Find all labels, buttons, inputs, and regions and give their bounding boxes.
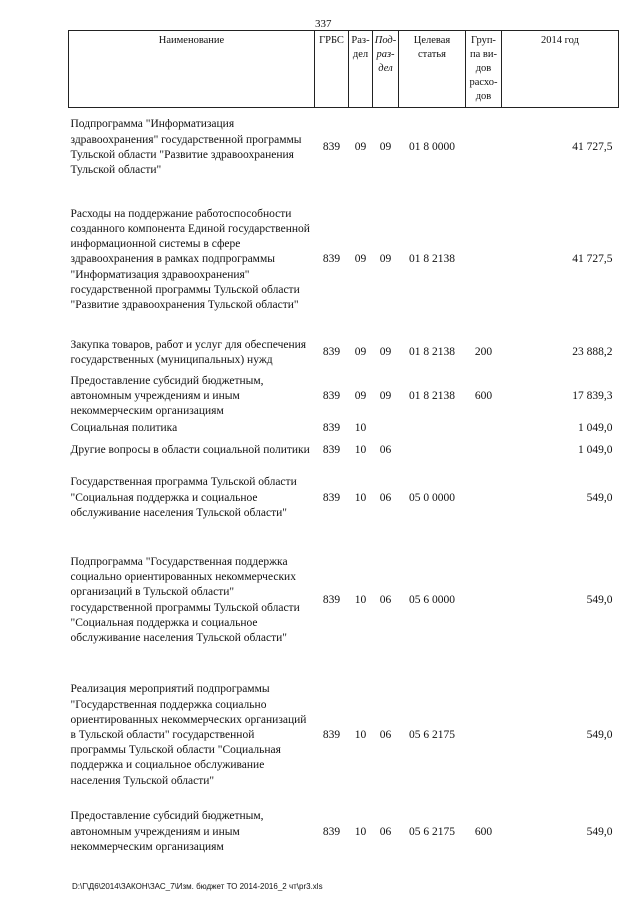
cell-gruppa bbox=[466, 188, 502, 333]
header-celevaya: Целевая статья bbox=[399, 31, 466, 108]
table-row bbox=[69, 438, 619, 463]
table-row bbox=[69, 108, 619, 188]
cell-name: Социальная политика bbox=[70, 422, 178, 434]
header-grbs: ГРБС bbox=[315, 31, 349, 108]
cell-sum: 1 049,0 bbox=[578, 444, 613, 456]
cell-celevaya bbox=[399, 438, 466, 463]
cell-grbs: 839 bbox=[322, 729, 341, 741]
cell-gruppa bbox=[466, 438, 502, 463]
table-row bbox=[69, 374, 619, 420]
cell-name: Подпрограмма "Информатизация здравоохранения" государственной программы Тульской области "Развитие здравоохранения Тульской области" bbox=[70, 118, 302, 176]
cell-celevaya: 01 8 2138 bbox=[409, 253, 455, 266]
cell-sum: 23 888,2 bbox=[572, 346, 613, 359]
cell-celevaya: 05 6 2175 bbox=[409, 729, 455, 741]
cell-gruppa: 200 bbox=[474, 346, 493, 359]
cell-celevaya: 01 8 2138 bbox=[409, 389, 455, 402]
cell-grbs: 839 bbox=[322, 825, 341, 838]
cell-sum: 549,0 bbox=[586, 729, 613, 741]
cell-name: Другие вопросы в области социальной политики bbox=[70, 444, 310, 456]
cell-podrazdel: 06 bbox=[379, 491, 392, 504]
cell-gruppa bbox=[466, 533, 502, 668]
cell-gruppa bbox=[466, 668, 502, 803]
table-row bbox=[69, 803, 619, 861]
cell-grbs: 839 bbox=[322, 253, 341, 266]
cell-grbs: 839 bbox=[322, 594, 341, 606]
cell-podrazdel: 06 bbox=[379, 444, 392, 456]
cell-name: Закупка товаров, работ и услуг для обеспечения государственных (муниципальных) нужд bbox=[70, 338, 307, 366]
cell-razdel: 09 bbox=[354, 253, 367, 266]
table-row bbox=[69, 188, 619, 333]
cell-grbs: 839 bbox=[322, 444, 341, 456]
table-row bbox=[69, 419, 619, 438]
header-razdel: Раз- дел bbox=[349, 31, 373, 108]
table-row bbox=[69, 668, 619, 803]
cell-name: Предоставление субсидий бюджетным, автономным учреждениям и иным некоммерческим организациям bbox=[70, 810, 264, 853]
cell-name: Подпрограмма "Государственная поддержка социально ориентированных некоммерческих организаций в Тульской области" государственной программы Тульской области "Социальная поддержка и социальное обслуживание населения Тульской области" bbox=[70, 556, 300, 645]
cell-name: Реализация мероприятий подпрограммы "Государственная поддержка социально ориентированных некоммерческих организаций в Тульской области" государственной программы Тульской области "Социальная поддержка и социальное обслуживание населения Тульской области" bbox=[70, 683, 307, 787]
cell-gruppa bbox=[466, 108, 502, 188]
page-number: 337 bbox=[315, 18, 332, 30]
cell-razdel: 10 bbox=[354, 825, 367, 838]
cell-sum: 41 727,5 bbox=[572, 253, 613, 266]
header-podrazdel: Под- раз- дел bbox=[373, 31, 399, 108]
cell-sum: 549,0 bbox=[586, 594, 613, 606]
cell-podrazdel: 06 bbox=[379, 825, 392, 838]
cell-podrazdel: 09 bbox=[379, 141, 392, 154]
table-body bbox=[69, 108, 619, 862]
cell-sum: 549,0 bbox=[586, 825, 613, 838]
header-year: 2014 год bbox=[502, 31, 619, 108]
header-name: Наименование bbox=[69, 31, 315, 108]
cell-podrazdel: 06 bbox=[379, 729, 392, 741]
cell-gruppa: 600 bbox=[474, 389, 493, 402]
cell-gruppa: 600 bbox=[474, 825, 493, 838]
cell-celevaya: 01 8 0000 bbox=[409, 141, 455, 154]
cell-sum: 549,0 bbox=[586, 491, 613, 504]
cell-razdel: 10 bbox=[354, 422, 367, 434]
cell-podrazdel bbox=[373, 419, 399, 438]
cell-celevaya: 01 8 2138 bbox=[409, 346, 455, 359]
cell-podrazdel: 09 bbox=[379, 346, 392, 359]
cell-sum: 17 839,3 bbox=[572, 389, 613, 402]
table-header bbox=[69, 31, 619, 108]
cell-razdel: 10 bbox=[354, 491, 367, 504]
cell-name: Государственная программа Тульской области "Социальная поддержка и социальное обслуживание населения Тульской области" bbox=[70, 476, 297, 519]
cell-name: Расходы на поддержание работоспособности созданного компонента Единой государственной информационной системы в сфере здравоохранения в рамках подпрограммы "Информатизация здравоохранения" государственной программы Тульской области "Развитие здравоохранения Тульской области" bbox=[70, 207, 310, 311]
cell-razdel: 09 bbox=[354, 346, 367, 359]
cell-celevaya: 05 0 0000 bbox=[409, 491, 455, 504]
cell-celevaya: 05 6 0000 bbox=[409, 594, 455, 606]
table-row bbox=[69, 333, 619, 374]
cell-gruppa bbox=[466, 463, 502, 533]
cell-razdel: 10 bbox=[354, 444, 367, 456]
cell-celevaya bbox=[399, 419, 466, 438]
cell-podrazdel: 09 bbox=[379, 253, 392, 266]
cell-gruppa bbox=[466, 419, 502, 438]
cell-grbs: 839 bbox=[322, 141, 341, 154]
header-gruppa: Груп- па ви- дов расхо- дов bbox=[466, 31, 502, 108]
cell-sum: 41 727,5 bbox=[572, 141, 613, 154]
budget-table bbox=[68, 30, 619, 861]
cell-name: Предоставление субсидий бюджетным, автономным учреждениям и иным некоммерческим организациям bbox=[70, 374, 264, 417]
table-row bbox=[69, 533, 619, 668]
cell-podrazdel: 06 bbox=[379, 594, 392, 606]
cell-grbs: 839 bbox=[322, 422, 341, 434]
cell-razdel: 10 bbox=[354, 729, 367, 741]
file-path-footer: D:\Г\Д6\2014\ЗАКОН\ЗАС_7\Изм. бюджет ТО 2014-2016_2 чт\pr3.xls bbox=[72, 882, 323, 891]
cell-podrazdel: 09 bbox=[379, 389, 392, 402]
cell-celevaya: 05 6 2175 bbox=[409, 825, 455, 838]
table-row bbox=[69, 463, 619, 533]
cell-razdel: 09 bbox=[354, 141, 367, 154]
cell-grbs: 839 bbox=[322, 491, 341, 504]
cell-razdel: 09 bbox=[354, 389, 367, 402]
cell-grbs: 839 bbox=[322, 389, 341, 402]
cell-razdel: 10 bbox=[354, 594, 367, 606]
cell-grbs: 839 bbox=[322, 346, 341, 359]
cell-sum: 1 049,0 bbox=[578, 422, 613, 434]
